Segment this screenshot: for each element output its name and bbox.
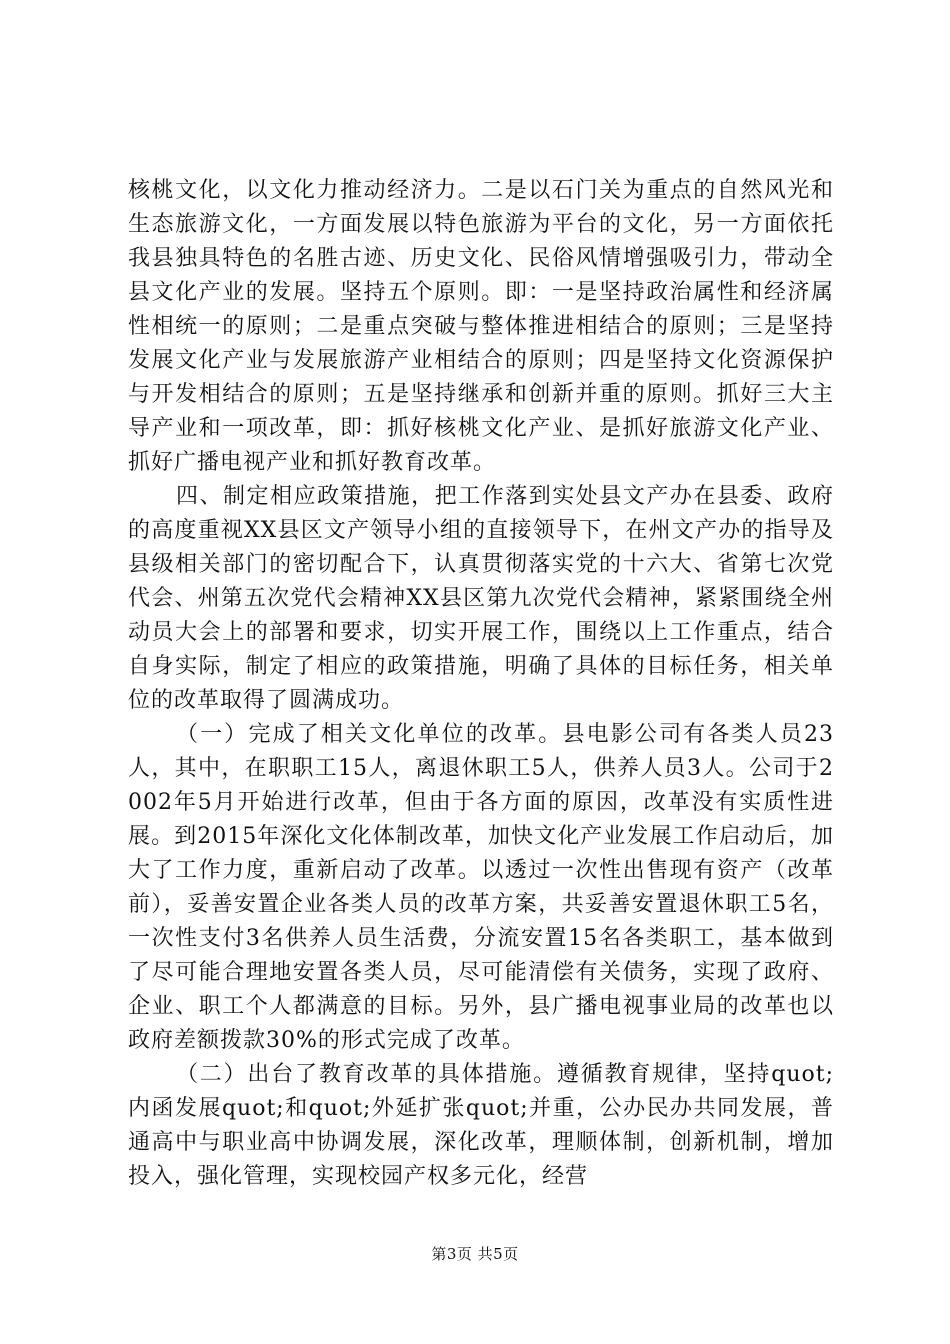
- document-body: [128, 174, 834, 1194]
- paragraph: 四、制定相应政策措施，把工作落到实处县文产办在县委、政府的高度重视XX县区文产领导小组的直接领导下，在州文产办的指导及县级相关部门的密切配合下，认真贯彻落实党的十六大、省第七次党代会、州第五次党代会精神XX县区第九次党代会精神，紧紧围绕全州动员大会上的部署和要求，切实开展工作，围绕以上工作重点，结合自身实际，制定了相应的政策措施，明确了具体的目标任务，相关单位的改革取得了圆满成功。: [128, 484, 834, 713]
- paragraph: （一）完成了相关文化单位的改革。县电影公司有各类人员23人，其中，在职职工15人，离退休职工5人，供养人员3人。公司于2002年5月开始进行改革，但由于各方面的原因，改革没有实质性进展。到2015年深化文化体制改革，加快文化产业发展工作启动后，加大了工作力度，重新启动了改革。以透过一次性出售现有资产（改革前），妥善安置企业各类人员的改革方案，共妥善安置退休职工5名，一次性支付3名供养人员生活费，分流安置15名各类职工，基本做到了尽可能合理地安置各类人员，尽可能清偿有关债务，实现了政府、企业、职工个人都满意的目标。另外，县广播电视事业局的改革也以政府差额拨款30%的形式完成了改革。: [128, 722, 834, 1053]
- paragraph: 核桃文化，以文化力推动经济力。二是以石门关为重点的自然风光和生态旅游文化，一方面发展以特色旅游为平台的文化，另一方面依托我县独具特色的名胜古迹、历史文化、民俗风情增强吸引力，带动全县文化产业的发展。坚持五个原则。即：一是坚持政治属性和经济属性相统一的原则；二是重点突破与整体推进相结合的原则；三是坚持发展文化产业与发展旅游产业相结合的原则；四是坚持文化资源保护与开发相结合的原则；五是坚持继承和创新并重的原则。抓好三大主导产业和一项改革，即：抓好核桃文化产业、是抓好旅游文化产业、抓好广播电视产业和抓好教育改革。: [128, 178, 834, 475]
- page-number-footer: 第3页 共5页: [431, 1245, 519, 1263]
- paragraph: （二）出台了教育改革的具体措施。遵循教育规律，坚持quot;内函发展quot;和quot;外延扩张quot;并重，公办民办共同发展，普通高中与职业高中协调发展，深化改革，理顺体制，创新机制，增加投入，强化管理，实现校园产权多元化，经营: [128, 1062, 834, 1189]
